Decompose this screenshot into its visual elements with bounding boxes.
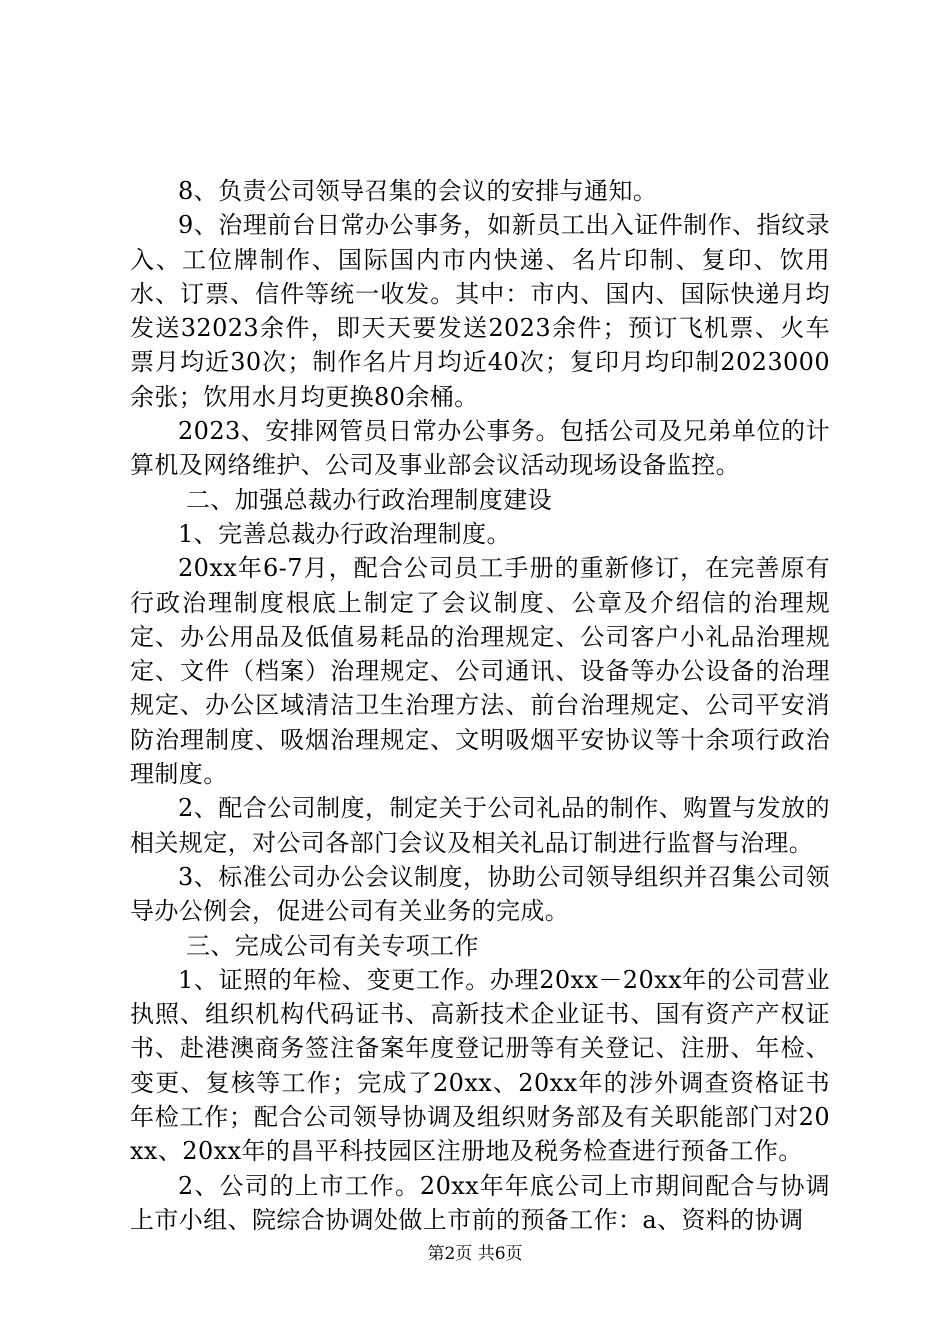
paragraph-2-3: 3、标准公司办公会议制度，协助公司领导组织并召集公司领导办公例会，促进公司有关业务的完成。 [130, 862, 830, 926]
paragraph-network-admin: 2023、安排网管员日常办公事务。包括公司及兄弟单位的计算机及网络维护、公司及事业部会议活动现场设备监控。 [130, 417, 830, 480]
paragraph-2-2: 2、配合公司制度，制定关于公司礼品的制作、购置与发放的相关规定，对公司各部门会议及相关礼品订制进行监督与治理。 [130, 794, 830, 857]
paragraph-3-2: 2、公司的上市工作。20xx年年底公司上市期间配合与协调上市小组、院综合协调处做上市前的预备工作：a、资料的协调 [130, 1171, 830, 1234]
paragraph-3-1: 1、证照的年检、变更工作。办理20xx－20xx年的公司营业执照、组织机构代码证书、高新技术企业证书、国有资产产权证书、赴港澳商务签注备案年度登记册等有关登记、注册、年检、变更、复核等工作；完成了20xx、20xx年的涉外调查资格证书年检工作；配合公司领导协调及组织财务部及有关职能部门对20xx、20xx年的昌平科技园区注册地及税务检查进行预备工作。 [130, 965, 830, 1166]
paragraph-item-8: 8、负责公司领导召集的会议的安排与通知。 [178, 177, 658, 205]
section-heading-2: 二、加强总裁办行政治理制度建设 [186, 485, 552, 514]
paragraph-regulations: 20xx年6-7月，配合公司员工手册的重新修订，在完善原有行政治理制度根底上制定了会议制度、公章及介绍信的治理规定、办公用品及低值易耗品的治理规定、公司客户小礼品治理规定、文件（档案）治理规定、公司通讯、设备等办公设备的治理规定、办公区域清洁卫生治理方法、前台治理规定、公司平安消防治理制度、吸烟治理规定、文明吸烟平安协议等十余项行政治理制度。 [130, 554, 830, 789]
page-number-footer: 第2页 共6页 [427, 1244, 523, 1264]
document-body [130, 174, 830, 1237]
section-heading-3: 三、完成公司有关专项工作 [186, 931, 479, 960]
paragraph-2-1: 1、完善总裁办行政治理制度。 [178, 519, 511, 548]
paragraph-item-9: 9、治理前台日常办公事务，如新员工出入证件制作、指纹录入、工位牌制作、国际国内市内快递、名片印制、复印、饮用水、订票、信件等统一收发。其中：市内、国内、国际快递月均发送32023余件，即天天要发送2023余件；预订飞机票、火车票月均近30次；制作名片月均近40次；复印月均印制2023000余张；饮用水月均更换80余桶。 [130, 211, 830, 411]
